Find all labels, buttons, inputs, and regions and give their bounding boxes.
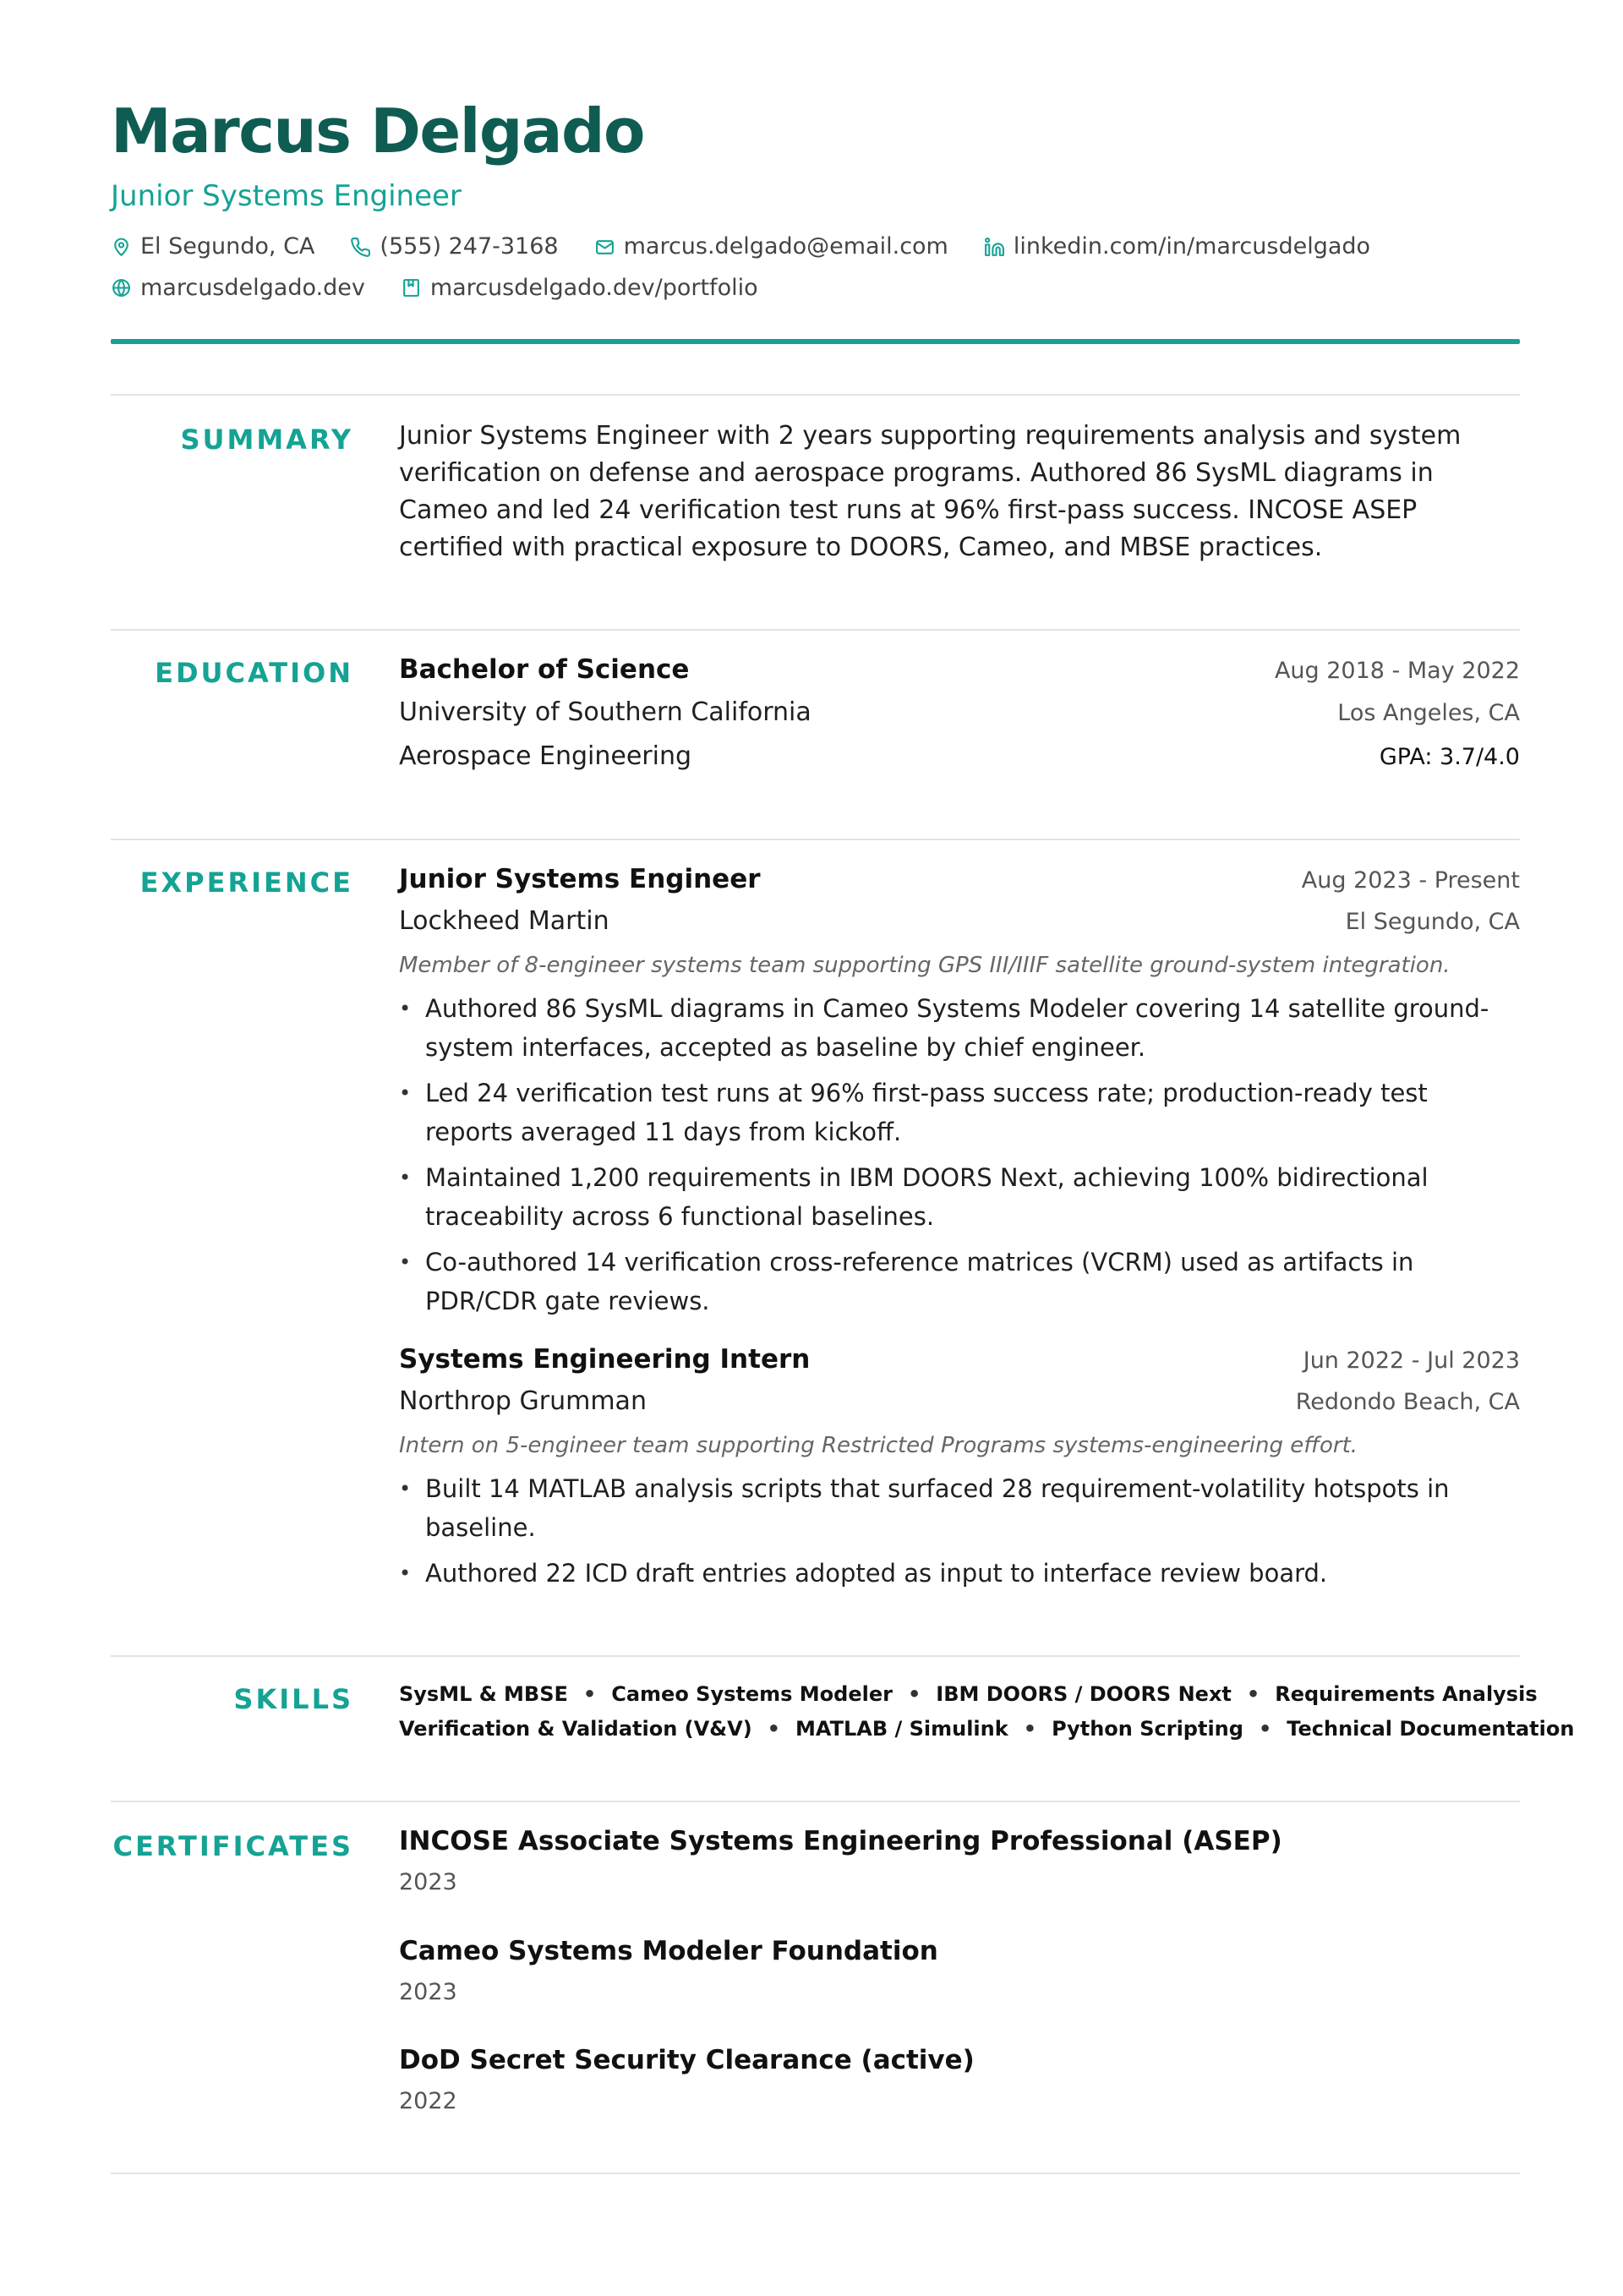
job-bullets	[399, 989, 1520, 1320]
certificate-entry	[399, 1936, 1520, 2007]
contact-linkedin[interactable]	[984, 233, 1370, 260]
section-divider	[111, 1655, 1520, 1657]
contact-email[interactable]	[594, 233, 948, 260]
certificate-entry	[399, 1826, 1520, 1897]
bookmark-icon	[401, 277, 422, 298]
section-divider	[111, 629, 1520, 631]
job-description: Member of 8-engineer systems team supporting GPS III/IIIF satellite ground-system integration.	[399, 953, 1451, 978]
job-title: Junior Systems Engineer	[111, 178, 462, 213]
school-location: Los Angeles, CA	[1337, 700, 1520, 726]
bullet-item: • Co-authored 14 verification cross-reference matrices (VCRM) used as artifacts in PDR/CDR gate reviews.	[399, 1243, 1520, 1320]
skill-separator: •	[907, 1682, 921, 1706]
skill-separator: •	[1246, 1682, 1260, 1706]
skill-item: Verification & Validation (V&V)	[399, 1717, 752, 1741]
skill-item: Cameo Systems Modeler	[611, 1682, 893, 1706]
mail-icon	[594, 237, 615, 258]
job-role: Systems Engineering Intern	[399, 1344, 811, 1375]
job-entry	[399, 1344, 1520, 1593]
section-heading-education: EDUCATION	[155, 657, 353, 689]
skills-row	[399, 1677, 1538, 1712]
bullet-item: • Led 24 verification test runs at 96% first-pass success rate; production-ready test reports averaged 11 days from kickoff.	[399, 1074, 1520, 1151]
degree: Bachelor of Science	[399, 654, 690, 685]
phone-icon	[350, 237, 371, 258]
skills-row	[399, 1712, 1575, 1747]
contact-list	[111, 233, 1497, 302]
bullet-item: • Authored 22 ICD draft entries adopted as input to interface review board.	[399, 1554, 1520, 1593]
skill-separator: •	[1023, 1717, 1037, 1741]
contact-website[interactable]	[111, 275, 365, 302]
gpa: GPA: 3.7/4.0	[1379, 744, 1520, 770]
skill-item: Requirements Analysis	[1275, 1682, 1538, 1706]
certificate-year: 2023	[399, 1869, 457, 1896]
summary-text: Junior Systems Engineer with 2 years supporting requirements analysis and system verification on defense and aerospace programs. Authored 86 SysML diagrams in Cameo and led 24 verification test runs at 96% first-pass success. INCOSE ASEP certified with practical exposure to DOORS, Cameo, and MBSE practices.	[399, 421, 1462, 562]
job-entry	[399, 864, 1520, 1320]
email-text: marcus.delgado@email.com	[623, 233, 948, 260]
contact-portfolio[interactable]	[401, 275, 758, 302]
certificate-year: 2022	[399, 2088, 457, 2115]
bullet-item: • Maintained 1,200 requirements in IBM DOORS Next, achieving 100% bidirectional traceability across 6 functional baselines.	[399, 1158, 1520, 1236]
job-location: Redondo Beach, CA	[1295, 1389, 1520, 1415]
company-name: Northrop Grumman	[399, 1386, 647, 1416]
job-dates: Jun 2022 - Jul 2023	[1303, 1348, 1520, 1374]
major: Aerospace Engineering	[399, 741, 692, 771]
phone-text: (555) 247-3168	[380, 233, 559, 260]
job-description: Intern on 5-engineer team supporting Restricted Programs systems-engineering effort.	[399, 1433, 1358, 1458]
job-role: Junior Systems Engineer	[399, 864, 761, 894]
section-divider	[111, 1801, 1520, 1802]
skill-separator: •	[1258, 1717, 1272, 1741]
job-location: El Segundo, CA	[1345, 909, 1520, 935]
skill-item: Python Scripting	[1052, 1717, 1243, 1741]
skill-item: IBM DOORS / DOORS Next	[936, 1682, 1232, 1706]
portfolio-text: marcusdelgado.dev/portfolio	[429, 274, 758, 301]
header-divider	[111, 339, 1520, 344]
globe-icon	[111, 277, 132, 298]
skill-item: MATLAB / Simulink	[795, 1717, 1008, 1741]
certificate-entry	[399, 2045, 1520, 2116]
bottom-divider	[111, 2173, 1520, 2174]
job-dates: Aug 2023 - Present	[1301, 867, 1520, 894]
candidate-name: Marcus Delgado	[111, 96, 645, 167]
skill-item: Technical Documentation	[1287, 1717, 1575, 1741]
company-name: Lockheed Martin	[399, 906, 609, 936]
certificate-name: INCOSE Associate Systems Engineering Professional (ASEP)	[399, 1826, 1282, 1856]
linkedin-icon	[984, 237, 1005, 258]
section-heading-experience: EXPERIENCE	[139, 866, 353, 899]
contact-location	[111, 233, 314, 260]
school-name: University of Southern California	[399, 697, 812, 727]
contact-phone[interactable]	[350, 233, 558, 260]
certificate-name: DoD Secret Security Clearance (active)	[399, 2045, 975, 2076]
section-heading-summary: SUMMARY	[180, 424, 353, 456]
section-divider	[111, 394, 1520, 396]
website-text: marcusdelgado.dev	[140, 274, 365, 301]
certificate-year: 2023	[399, 1978, 457, 2005]
education-dates: Aug 2018 - May 2022	[1274, 658, 1520, 684]
skill-item: SysML & MBSE	[399, 1682, 568, 1706]
certificate-name: Cameo Systems Modeler Foundation	[399, 1935, 938, 1966]
section-heading-certificates: CERTIFICATES	[112, 1830, 353, 1862]
section-divider	[111, 839, 1520, 840]
location-text: El Segundo, CA	[140, 233, 315, 260]
skill-separator: •	[767, 1717, 780, 1741]
linkedin-text: linkedin.com/in/marcusdelgado	[1013, 233, 1371, 260]
map-pin-icon	[111, 237, 132, 258]
skill-separator: •	[582, 1682, 597, 1706]
bullet-item: • Authored 86 SysML diagrams in Cameo Systems Modeler covering 14 satellite ground-system interfaces, accepted as baseline by chief engineer.	[399, 989, 1520, 1067]
bullet-item: • Built 14 MATLAB analysis scripts that surfaced 28 requirement-volatility hotspots in baseline.	[399, 1469, 1520, 1547]
job-bullets	[399, 1469, 1520, 1593]
section-heading-skills: SKILLS	[233, 1683, 353, 1715]
